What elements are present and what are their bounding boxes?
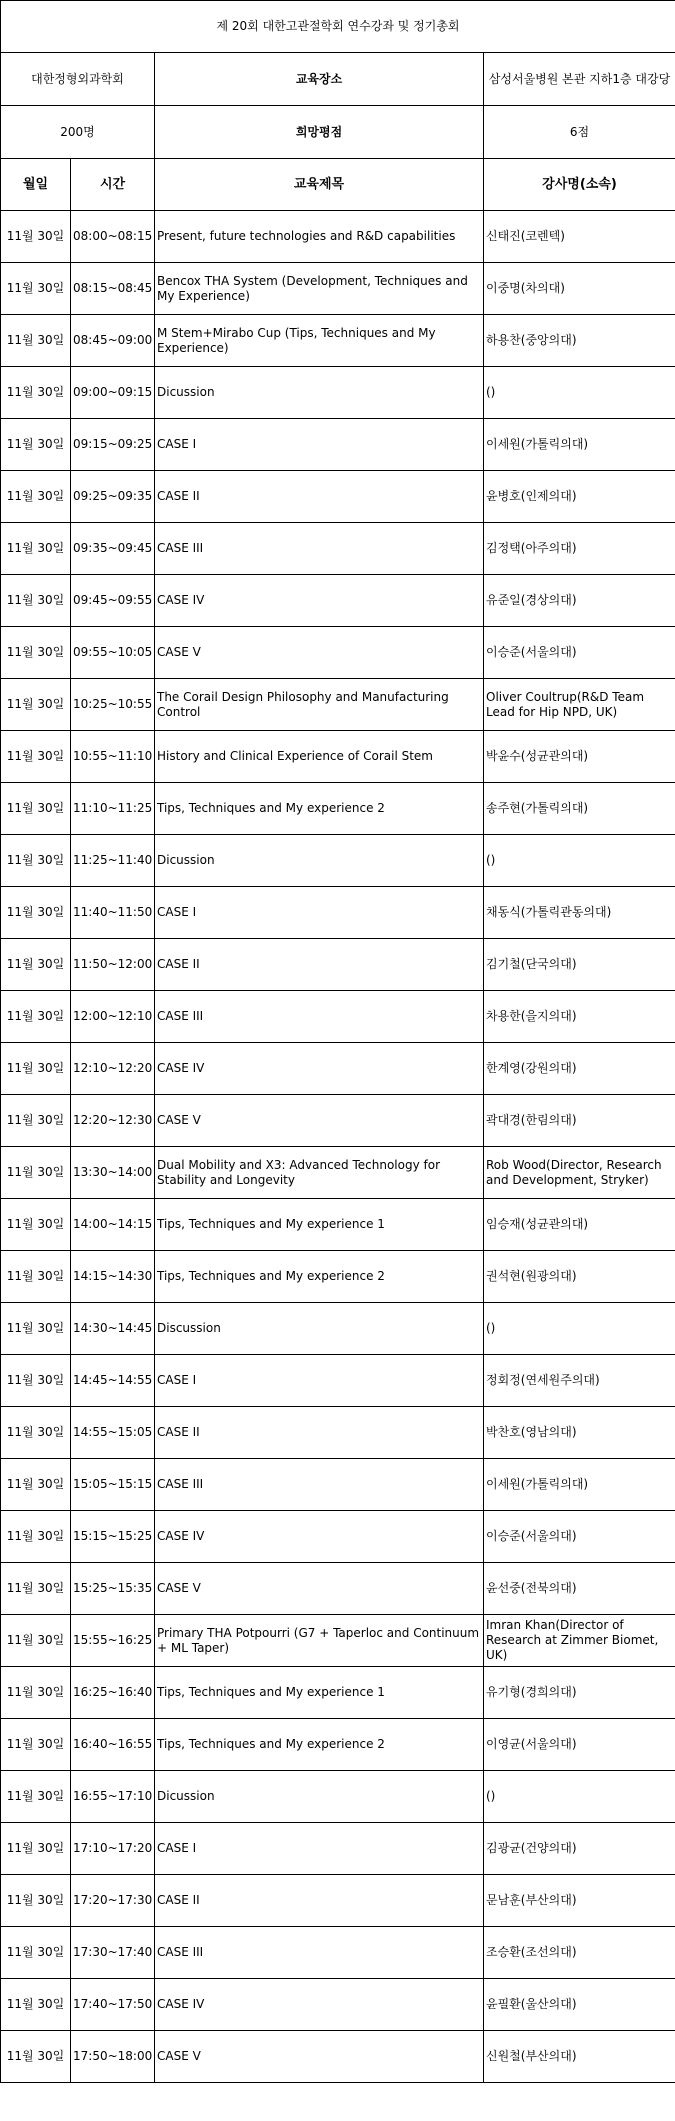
cell-time: 08:45~09:00 bbox=[71, 315, 155, 367]
capacity: 200명 bbox=[1, 106, 155, 159]
cell-lecturer: 이중명(차의대) bbox=[484, 263, 675, 315]
cell-date: 11월 30일 bbox=[1, 1043, 71, 1095]
cell-date: 11월 30일 bbox=[1, 1823, 71, 1875]
cell-topic: CASE IV bbox=[155, 1043, 484, 1095]
cell-time: 15:55~16:25 bbox=[71, 1615, 155, 1667]
cell-date: 11월 30일 bbox=[1, 315, 71, 367]
cell-topic: CASE III bbox=[155, 1927, 484, 1979]
cell-date: 11월 30일 bbox=[1, 1615, 71, 1667]
cell-lecturer: 이세원(가톨릭의대) bbox=[484, 419, 675, 471]
table-row bbox=[1, 1147, 675, 1199]
cell-topic: CASE I bbox=[155, 1823, 484, 1875]
cell-time: 17:20~17:30 bbox=[71, 1875, 155, 1927]
cell-topic: Tips, Techniques and My experience 2 bbox=[155, 1719, 484, 1771]
cell-lecturer: 김정택(아주의대) bbox=[484, 523, 675, 575]
cell-topic: Bencox THA System (Development, Techniques and My Experience) bbox=[155, 263, 484, 315]
table-row bbox=[1, 1511, 675, 1563]
cell-topic: Discussion bbox=[155, 1303, 484, 1355]
place-value: 삼성서울병원 본관 지하1층 대강당 bbox=[484, 53, 675, 106]
table-row bbox=[1, 1199, 675, 1251]
cell-time: 11:50~12:00 bbox=[71, 939, 155, 991]
title-row bbox=[1, 1, 675, 53]
cell-lecturer: 이승준(서울의대) bbox=[484, 627, 675, 679]
table-row bbox=[1, 263, 675, 315]
info-row-score bbox=[1, 106, 675, 159]
cell-date: 11월 30일 bbox=[1, 939, 71, 991]
cell-time: 16:25~16:40 bbox=[71, 1667, 155, 1719]
table-row bbox=[1, 731, 675, 783]
cell-date: 11월 30일 bbox=[1, 419, 71, 471]
cell-time: 14:45~14:55 bbox=[71, 1355, 155, 1407]
header-time: 시간 bbox=[71, 159, 155, 211]
cell-lecturer: 조승환(조선의대) bbox=[484, 1927, 675, 1979]
cell-lecturer: 하용찬(중앙의대) bbox=[484, 315, 675, 367]
cell-date: 11월 30일 bbox=[1, 679, 71, 731]
cell-lecturer: Imran Khan(Director of Research at Zimmer Biomet, UK) bbox=[484, 1615, 675, 1667]
cell-date: 11월 30일 bbox=[1, 783, 71, 835]
table-row bbox=[1, 367, 675, 419]
cell-topic: Dual Mobility and X3: Advanced Technology for Stability and Longevity bbox=[155, 1147, 484, 1199]
cell-time: 17:10~17:20 bbox=[71, 1823, 155, 1875]
cell-date: 11월 30일 bbox=[1, 835, 71, 887]
cell-lecturer: 이세원(가톨릭의대) bbox=[484, 1459, 675, 1511]
cell-lecturer: 권석현(원광의대) bbox=[484, 1251, 675, 1303]
table-row bbox=[1, 835, 675, 887]
cell-topic: CASE II bbox=[155, 1407, 484, 1459]
cell-date: 11월 30일 bbox=[1, 471, 71, 523]
cell-time: 16:55~17:10 bbox=[71, 1771, 155, 1823]
cell-lecturer: () bbox=[484, 1303, 675, 1355]
cell-time: 10:25~10:55 bbox=[71, 679, 155, 731]
cell-date: 11월 30일 bbox=[1, 1303, 71, 1355]
cell-time: 17:50~18:00 bbox=[71, 2031, 155, 2083]
cell-lecturer: 채동식(가톨릭관동의대) bbox=[484, 887, 675, 939]
table-row bbox=[1, 1875, 675, 1927]
cell-time: 15:25~15:35 bbox=[71, 1563, 155, 1615]
cell-date: 11월 30일 bbox=[1, 627, 71, 679]
score-value: 6점 bbox=[484, 106, 675, 159]
cell-topic: CASE IV bbox=[155, 1979, 484, 2031]
cell-topic: CASE IV bbox=[155, 575, 484, 627]
cell-date: 11월 30일 bbox=[1, 367, 71, 419]
table-row bbox=[1, 523, 675, 575]
cell-lecturer: 신태진(코렌텍) bbox=[484, 211, 675, 263]
cell-lecturer: 이영균(서울의대) bbox=[484, 1719, 675, 1771]
cell-time: 17:40~17:50 bbox=[71, 1979, 155, 2031]
cell-time: 11:25~11:40 bbox=[71, 835, 155, 887]
cell-time: 08:15~08:45 bbox=[71, 263, 155, 315]
cell-time: 15:05~15:15 bbox=[71, 1459, 155, 1511]
cell-date: 11월 30일 bbox=[1, 1095, 71, 1147]
cell-date: 11월 30일 bbox=[1, 1927, 71, 1979]
cell-date: 11월 30일 bbox=[1, 1251, 71, 1303]
cell-date: 11월 30일 bbox=[1, 211, 71, 263]
table-row bbox=[1, 1667, 675, 1719]
cell-time: 12:00~12:10 bbox=[71, 991, 155, 1043]
cell-time: 11:10~11:25 bbox=[71, 783, 155, 835]
cell-topic: CASE IV bbox=[155, 1511, 484, 1563]
cell-topic: CASE III bbox=[155, 1459, 484, 1511]
table-row bbox=[1, 1355, 675, 1407]
cell-lecturer: 송주현(가톨릭의대) bbox=[484, 783, 675, 835]
table-row bbox=[1, 315, 675, 367]
cell-date: 11월 30일 bbox=[1, 887, 71, 939]
table-row bbox=[1, 1927, 675, 1979]
cell-time: 13:30~14:00 bbox=[71, 1147, 155, 1199]
cell-date: 11월 30일 bbox=[1, 1563, 71, 1615]
cell-time: 08:00~08:15 bbox=[71, 211, 155, 263]
table-row bbox=[1, 1823, 675, 1875]
table-row bbox=[1, 991, 675, 1043]
cell-date: 11월 30일 bbox=[1, 1199, 71, 1251]
cell-lecturer: 김기철(단국의대) bbox=[484, 939, 675, 991]
table-row bbox=[1, 939, 675, 991]
cell-topic: Dicussion bbox=[155, 367, 484, 419]
cell-time: 09:00~09:15 bbox=[71, 367, 155, 419]
table-row bbox=[1, 627, 675, 679]
table-row bbox=[1, 1095, 675, 1147]
cell-topic: The Corail Design Philosophy and Manufacturing Control bbox=[155, 679, 484, 731]
cell-time: 14:15~14:30 bbox=[71, 1251, 155, 1303]
cell-lecturer: 유기형(경희의대) bbox=[484, 1667, 675, 1719]
cell-lecturer: Oliver Coultrup(R&D Team Lead for Hip NPD, UK) bbox=[484, 679, 675, 731]
cell-lecturer: () bbox=[484, 367, 675, 419]
cell-date: 11월 30일 bbox=[1, 991, 71, 1043]
cell-date: 11월 30일 bbox=[1, 575, 71, 627]
cell-topic: Dicussion bbox=[155, 1771, 484, 1823]
cell-topic: Dicussion bbox=[155, 835, 484, 887]
table-row bbox=[1, 1615, 675, 1667]
cell-time: 16:40~16:55 bbox=[71, 1719, 155, 1771]
cell-lecturer: 정회정(연세원주의대) bbox=[484, 1355, 675, 1407]
cell-lecturer: 유준일(경상의대) bbox=[484, 575, 675, 627]
place-label: 교육장소 bbox=[155, 53, 484, 106]
cell-time: 14:30~14:45 bbox=[71, 1303, 155, 1355]
cell-topic: Present, future technologies and R&D capabilities bbox=[155, 211, 484, 263]
table-row bbox=[1, 1459, 675, 1511]
cell-date: 11월 30일 bbox=[1, 523, 71, 575]
score-label: 희망평점 bbox=[155, 106, 484, 159]
cell-lecturer: 박찬호(영남의대) bbox=[484, 1407, 675, 1459]
cell-topic: Tips, Techniques and My experience 1 bbox=[155, 1199, 484, 1251]
cell-lecturer: () bbox=[484, 835, 675, 887]
cell-date: 11월 30일 bbox=[1, 1511, 71, 1563]
cell-topic: CASE I bbox=[155, 419, 484, 471]
cell-date: 11월 30일 bbox=[1, 1667, 71, 1719]
cell-lecturer: 곽대경(한림의대) bbox=[484, 1095, 675, 1147]
header-date: 월일 bbox=[1, 159, 71, 211]
cell-date: 11월 30일 bbox=[1, 1407, 71, 1459]
cell-date: 11월 30일 bbox=[1, 1875, 71, 1927]
schedule-body bbox=[1, 211, 675, 2083]
cell-lecturer: 문남훈(부산의대) bbox=[484, 1875, 675, 1927]
cell-topic: Tips, Techniques and My experience 1 bbox=[155, 1667, 484, 1719]
table-header bbox=[1, 159, 675, 211]
cell-date: 11월 30일 bbox=[1, 1459, 71, 1511]
table-row bbox=[1, 1303, 675, 1355]
table-row bbox=[1, 1771, 675, 1823]
cell-lecturer: 윤병호(인제의대) bbox=[484, 471, 675, 523]
cell-lecturer: 한계영(강원의대) bbox=[484, 1043, 675, 1095]
cell-topic: History and Clinical Experience of Corail Stem bbox=[155, 731, 484, 783]
cell-topic: CASE V bbox=[155, 1563, 484, 1615]
cell-topic: CASE II bbox=[155, 1875, 484, 1927]
header-lecturer: 강사명(소속) bbox=[484, 159, 675, 211]
table-row bbox=[1, 887, 675, 939]
cell-topic: CASE III bbox=[155, 523, 484, 575]
cell-topic: Tips, Techniques and My experience 2 bbox=[155, 783, 484, 835]
table-row bbox=[1, 471, 675, 523]
cell-topic: CASE II bbox=[155, 471, 484, 523]
cell-time: 09:35~09:45 bbox=[71, 523, 155, 575]
cell-lecturer: () bbox=[484, 1771, 675, 1823]
cell-date: 11월 30일 bbox=[1, 1355, 71, 1407]
cell-lecturer: Rob Wood(Director, Research and Development, Stryker) bbox=[484, 1147, 675, 1199]
info-row-place bbox=[1, 53, 675, 106]
cell-lecturer: 윤필환(울산의대) bbox=[484, 1979, 675, 2031]
cell-date: 11월 30일 bbox=[1, 1147, 71, 1199]
cell-time: 09:25~09:35 bbox=[71, 471, 155, 523]
cell-date: 11월 30일 bbox=[1, 2031, 71, 2083]
cell-topic: CASE I bbox=[155, 1355, 484, 1407]
table-row bbox=[1, 1719, 675, 1771]
cell-time: 09:45~09:55 bbox=[71, 575, 155, 627]
table-row bbox=[1, 1251, 675, 1303]
cell-time: 10:55~11:10 bbox=[71, 731, 155, 783]
cell-date: 11월 30일 bbox=[1, 263, 71, 315]
cell-date: 11월 30일 bbox=[1, 1719, 71, 1771]
cell-lecturer: 임승재(성균관의대) bbox=[484, 1199, 675, 1251]
cell-time: 12:10~12:20 bbox=[71, 1043, 155, 1095]
table-row bbox=[1, 679, 675, 731]
cell-topic: CASE V bbox=[155, 1095, 484, 1147]
cell-lecturer: 윤선중(전북의대) bbox=[484, 1563, 675, 1615]
cell-time: 09:55~10:05 bbox=[71, 627, 155, 679]
cell-lecturer: 박윤수(성균관의대) bbox=[484, 731, 675, 783]
table-row bbox=[1, 1563, 675, 1615]
cell-topic: CASE II bbox=[155, 939, 484, 991]
table-row bbox=[1, 2031, 675, 2083]
table-row bbox=[1, 1407, 675, 1459]
cell-topic: CASE III bbox=[155, 991, 484, 1043]
cell-topic: CASE V bbox=[155, 2031, 484, 2083]
table-row bbox=[1, 211, 675, 263]
cell-topic: Primary THA Potpourri (G7 + Taperloc and Continuum + ML Taper) bbox=[155, 1615, 484, 1667]
cell-topic: CASE I bbox=[155, 887, 484, 939]
cell-lecturer: 이승준(서울의대) bbox=[484, 1511, 675, 1563]
cell-lecturer: 차용한(을지의대) bbox=[484, 991, 675, 1043]
table-row bbox=[1, 783, 675, 835]
table-row bbox=[1, 575, 675, 627]
cell-time: 17:30~17:40 bbox=[71, 1927, 155, 1979]
cell-lecturer: 신원철(부산의대) bbox=[484, 2031, 675, 2083]
cell-topic: Tips, Techniques and My experience 2 bbox=[155, 1251, 484, 1303]
table-row bbox=[1, 1979, 675, 2031]
page-title: 제 20회 대한고관절학회 연수강좌 및 정기총회 bbox=[1, 1, 675, 53]
table-row bbox=[1, 1043, 675, 1095]
cell-time: 14:00~14:15 bbox=[71, 1199, 155, 1251]
cell-topic: CASE V bbox=[155, 627, 484, 679]
cell-time: 14:55~15:05 bbox=[71, 1407, 155, 1459]
cell-lecturer: 김광균(건양의대) bbox=[484, 1823, 675, 1875]
organizer: 대한정형외과학회 bbox=[1, 53, 155, 106]
table-row bbox=[1, 419, 675, 471]
cell-topic: M Stem+Mirabo Cup (Tips, Techniques and My Experience) bbox=[155, 315, 484, 367]
cell-date: 11월 30일 bbox=[1, 1771, 71, 1823]
cell-date: 11월 30일 bbox=[1, 1979, 71, 2031]
cell-time: 09:15~09:25 bbox=[71, 419, 155, 471]
cell-time: 15:15~15:25 bbox=[71, 1511, 155, 1563]
header-topic: 교육제목 bbox=[155, 159, 484, 211]
cell-date: 11월 30일 bbox=[1, 731, 71, 783]
cell-time: 12:20~12:30 bbox=[71, 1095, 155, 1147]
cell-time: 11:40~11:50 bbox=[71, 887, 155, 939]
